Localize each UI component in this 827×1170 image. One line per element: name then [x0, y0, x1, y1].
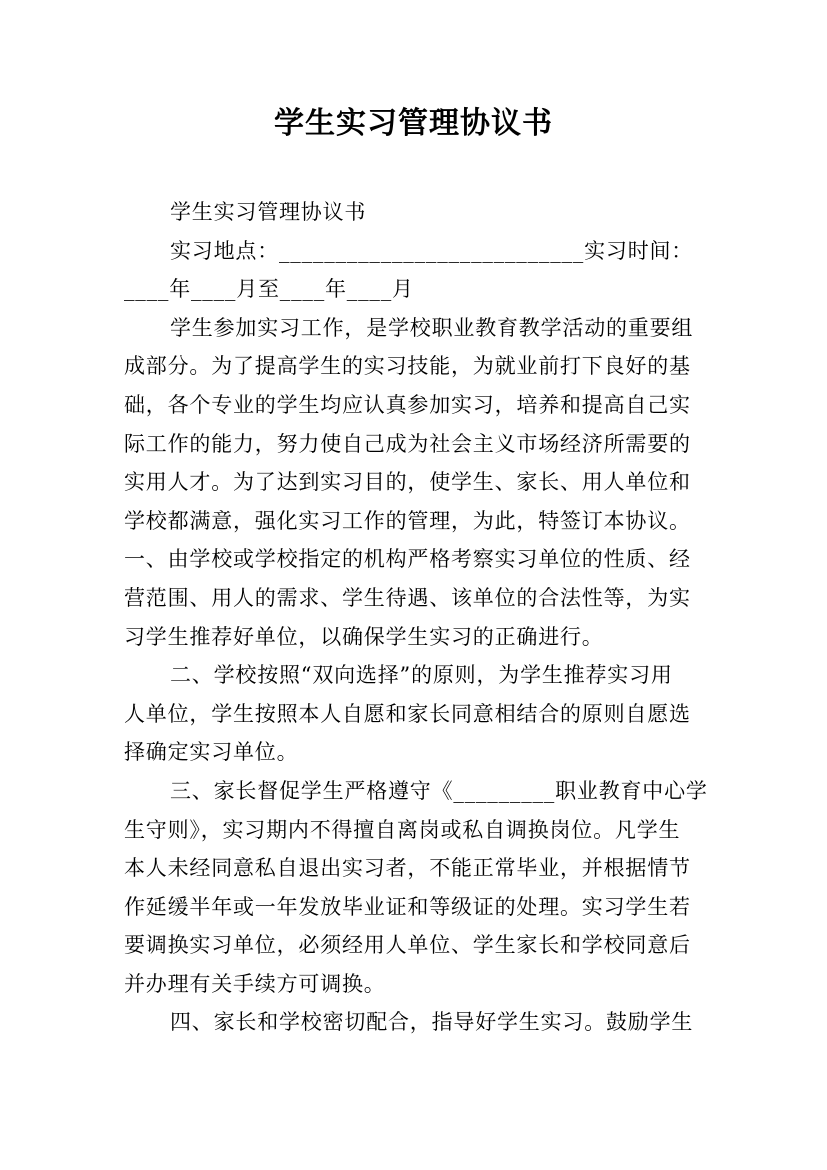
text-line: 四、家长和学校密切配合，指导好学生实习。鼓励学生	[170, 1010, 694, 1035]
text-line: 实习地点：___________________________实习时间：	[170, 238, 694, 263]
text-line: 成部分。为了提高学生的实习技能，为就业前打下良好的基	[124, 354, 691, 379]
text-line: 学生实习管理协议书	[170, 200, 367, 224]
text-line: 人单位，学生按照本人自愿和家长同意相结合的原则自愿选	[124, 701, 691, 726]
text-line: 实用人才。为了达到实习目的，使学生、家长、用人单位和	[124, 470, 691, 495]
text-line: 一、由学校或学校指定的机构严格考察实习单位的性质、经	[124, 547, 691, 572]
text-line: 本人未经同意私自退出实习者，不能正常毕业，并根据情节	[124, 856, 691, 881]
text-line: 学校都满意，强化实习工作的管理，为此，特签订本协议。	[124, 508, 691, 533]
text-line: 三、家长督促学生严格遵守《_________职业教育中心学	[170, 778, 708, 803]
text-line: 择确定实习单位。	[124, 740, 299, 765]
text-line: 学生参加实习工作，是学校职业教育教学活动的重要组	[170, 315, 694, 340]
text-line: 习学生推荐好单位，以确保学生实习的正确进行。	[124, 624, 604, 649]
text-line: 营范围、用人的需求、学生待遇、该单位的合法性等，为实	[124, 585, 691, 610]
text-line: 际工作的能力，努力使自己成为社会主义市场经济所需要的	[124, 431, 691, 456]
text-line: 作延缓半年或一年发放毕业证和等级证的处理。实习学生若	[124, 894, 691, 919]
document-title: 学生实习管理协议书	[274, 106, 553, 141]
document-body	[124, 193, 708, 1042]
text-line: 并办理有关手续方可调换。	[124, 971, 386, 996]
text-line: 要调换实习单位，必须经用人单位、学生家长和学校同意后	[124, 933, 691, 958]
text-line: 生守则》，实习期内不得擅自离岗或私自调换岗位。凡学生	[124, 817, 681, 842]
text-line: 础，各个专业的学生均应认真参加实习，培养和提高自己实	[124, 392, 691, 417]
text-line: ____年____月至____年____月	[124, 277, 414, 302]
text-line: 二、学校按照“双向选择”的原则，为学生推荐实习用	[170, 663, 673, 688]
